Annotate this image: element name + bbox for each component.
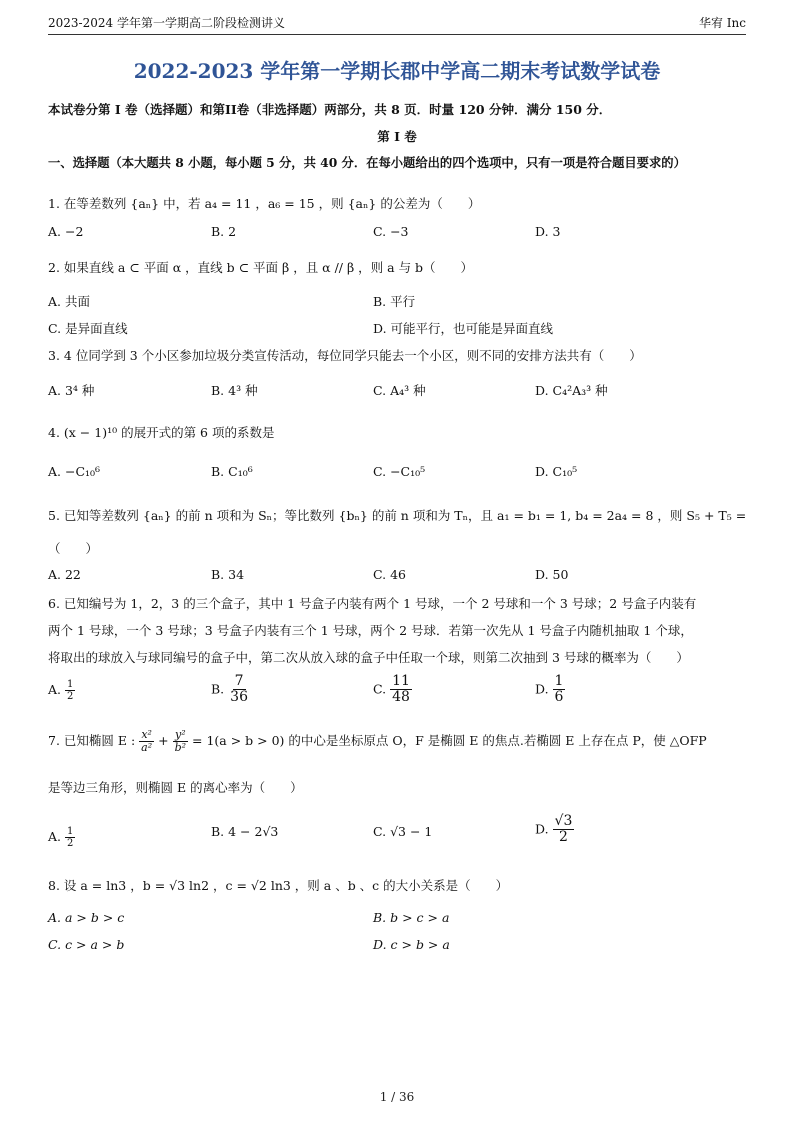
fraction-denominator: 48: [392, 689, 410, 706]
question-7-option-a: [48, 826, 75, 849]
question-8-option-b: B. b > c > a: [373, 910, 450, 925]
fraction-numerator: 1: [67, 679, 74, 690]
question-3-option-c: C. A₄³ 种: [373, 383, 426, 398]
question-1-option-d: D. 3: [535, 224, 561, 239]
section-heading: 一、选择题（本大题共 8 小题，每小题 5 分，共 40 分．在每小题给出的四个选项中，只有一项是符合题目要求的）: [48, 155, 686, 170]
fraction-denominator: a²: [141, 741, 153, 755]
question-6-option-d: [535, 674, 565, 706]
question-7-option-d: [535, 814, 574, 846]
question-3-option-a: A. 3⁴ 种: [48, 383, 95, 398]
header-left-text: 2023-2024 学年第一学期高二阶段检测讲义: [48, 16, 285, 30]
question-7-stem-prefix: 7. 已知椭圆 E :: [48, 733, 136, 749]
question-8-option-a: A. a > b > c: [48, 910, 125, 925]
fraction-denominator: 2: [559, 829, 568, 846]
question-2-option-a: A. 共面: [48, 294, 90, 309]
exam-title: 2022-2023 学年第一学期长郡中学高二期末考试数学试卷: [133, 59, 661, 83]
question-2-stem: 2. 如果直线 a ⊂ 平面 α ，直线 b ⊂ 平面 β ，且 α // β ，则 a 与 b（ ）: [48, 260, 474, 275]
fraction-numerator: 11: [392, 673, 410, 689]
header-right-text: 华宥 Inc: [698, 16, 746, 30]
fraction-numerator: 1: [67, 826, 74, 837]
option-letter: B.: [211, 681, 225, 697]
fraction-numerator: y²: [175, 728, 186, 741]
question-4-stem: 4. (x − 1)¹⁰ 的展开式的第 6 项的系数是: [48, 425, 275, 440]
question-6-option-b: [211, 674, 250, 706]
question-1-option-a: A. −2: [48, 224, 84, 239]
option-letter: C.: [373, 681, 387, 697]
question-5-option-c: C. 46: [373, 567, 406, 582]
question-1-option-b: B. 2: [211, 224, 237, 239]
question-5-option-d: D. 50: [535, 567, 569, 582]
exam-intro: 本试卷分第 I 卷（选择题）和第II卷（非选择题）两部分，共 8 页．时量 120 分钟．满分 150 分．: [48, 102, 612, 117]
volume-label: 第 I 卷: [377, 129, 417, 144]
question-7-option-b: B. 4 − 2√3: [211, 824, 279, 839]
page-number: 1 / 36: [379, 1090, 415, 1104]
option-letter: D.: [535, 821, 549, 837]
question-7-stem-line-1: [48, 729, 754, 754]
question-5-option-a: A. 22: [48, 567, 81, 582]
question-8-option-c: C. c > a > b: [48, 937, 125, 952]
question-1-option-c: C. −3: [373, 224, 409, 239]
question-8-stem: 8. 设 a = ln3 ，b = √3 ln2 ，c = √2 ln3 ，则 a 、b 、c 的大小关系是（ ）: [48, 878, 509, 893]
question-2-option-c: C. 是异面直线: [48, 321, 128, 336]
fraction-numerator: 1: [554, 673, 564, 689]
fraction-numerator: 7: [234, 673, 244, 689]
question-6-stem-line-3: 将取出的球放入与球同编号的盒子中，第二次从放入球的盒子中任取一个球，则第二次抽到 3 号球的概率为（ ）: [48, 650, 689, 665]
question-1-stem: 1. 在等差数列 {aₙ} 中，若 a₄ = 11 ，a₆ = 15 ，则 {aₙ} 的公差为（ ）: [48, 196, 481, 211]
question-2-option-d: D. 可能平行，也可能是异面直线: [373, 321, 554, 336]
fraction-denominator: 2: [67, 838, 74, 849]
question-6-stem-line-2: 两个 1 号球，一个 3 号球；3 号盒子内装有三个 1 号球，两个 2 号球．若第一次先从 1 号盒子内随机抽取 1 个球，: [48, 623, 693, 638]
page-header: [48, 14, 746, 35]
question-7-stem-line-2: 是等边三角形，则椭圆 E 的离心率为（ ）: [48, 780, 303, 795]
fraction-numerator: x²: [141, 728, 152, 741]
option-letter: D.: [535, 681, 549, 697]
question-6-stem-line-1: 6. 已知编号为 1，2，3 的三个盒子，其中 1 号盒子内装有两个 1 号球，一个 2 号球和一个 3 号球；2 号盒子内装有: [48, 596, 697, 611]
question-4-option-a: A. −C₁₀⁶: [48, 464, 101, 479]
plus-sign: +: [158, 733, 169, 749]
question-5-answer-paren: （ ）: [48, 541, 99, 556]
option-letter: A.: [48, 682, 62, 697]
question-7-stem-suffix: = 1(a > b > 0) 的中心是坐标原点 O，F 是椭圆 E 的焦点.若椭圆 E 上存在点 P，使 △OFP: [192, 733, 707, 749]
question-5-stem: 5. 已知等差数列 {aₙ} 的前 n 项和为 Sₙ；等比数列 {bₙ} 的前 n 项和为 Tₙ，且 a₁ = b₁ = 1, b₄ = 2a₄ = 8 ，则 S₅ + T₅ =: [48, 508, 747, 523]
question-3-stem: 3. 4 位同学到 3 个小区参加垃圾分类宣传活动，每位同学只能去一个小区，则不同的安排方法共有（ ）: [48, 348, 642, 363]
option-letter: A.: [48, 829, 62, 844]
question-7-option-c: C. √3 − 1: [373, 824, 433, 839]
question-4-option-c: C. −C₁₀⁵: [373, 464, 426, 479]
question-4-option-b: B. C₁₀⁶: [211, 464, 253, 479]
question-3-option-b: B. 4³ 种: [211, 383, 258, 398]
question-3-option-d: D. C₄²A₃³ 种: [535, 383, 608, 398]
fraction-denominator: 36: [230, 689, 248, 706]
question-8-option-d: D. c > b > a: [373, 937, 450, 952]
question-6-option-a: [48, 679, 75, 702]
question-2-option-b: B. 平行: [373, 294, 416, 309]
fraction-denominator: b²: [174, 741, 187, 755]
fraction-denominator: 6: [554, 689, 564, 706]
question-5-option-b: B. 34: [211, 567, 245, 582]
fraction-denominator: 2: [67, 691, 74, 702]
question-4-option-d: D. C₁₀⁵: [535, 464, 578, 479]
question-6-option-c: [373, 674, 412, 706]
fraction-numerator: √3: [554, 813, 573, 829]
